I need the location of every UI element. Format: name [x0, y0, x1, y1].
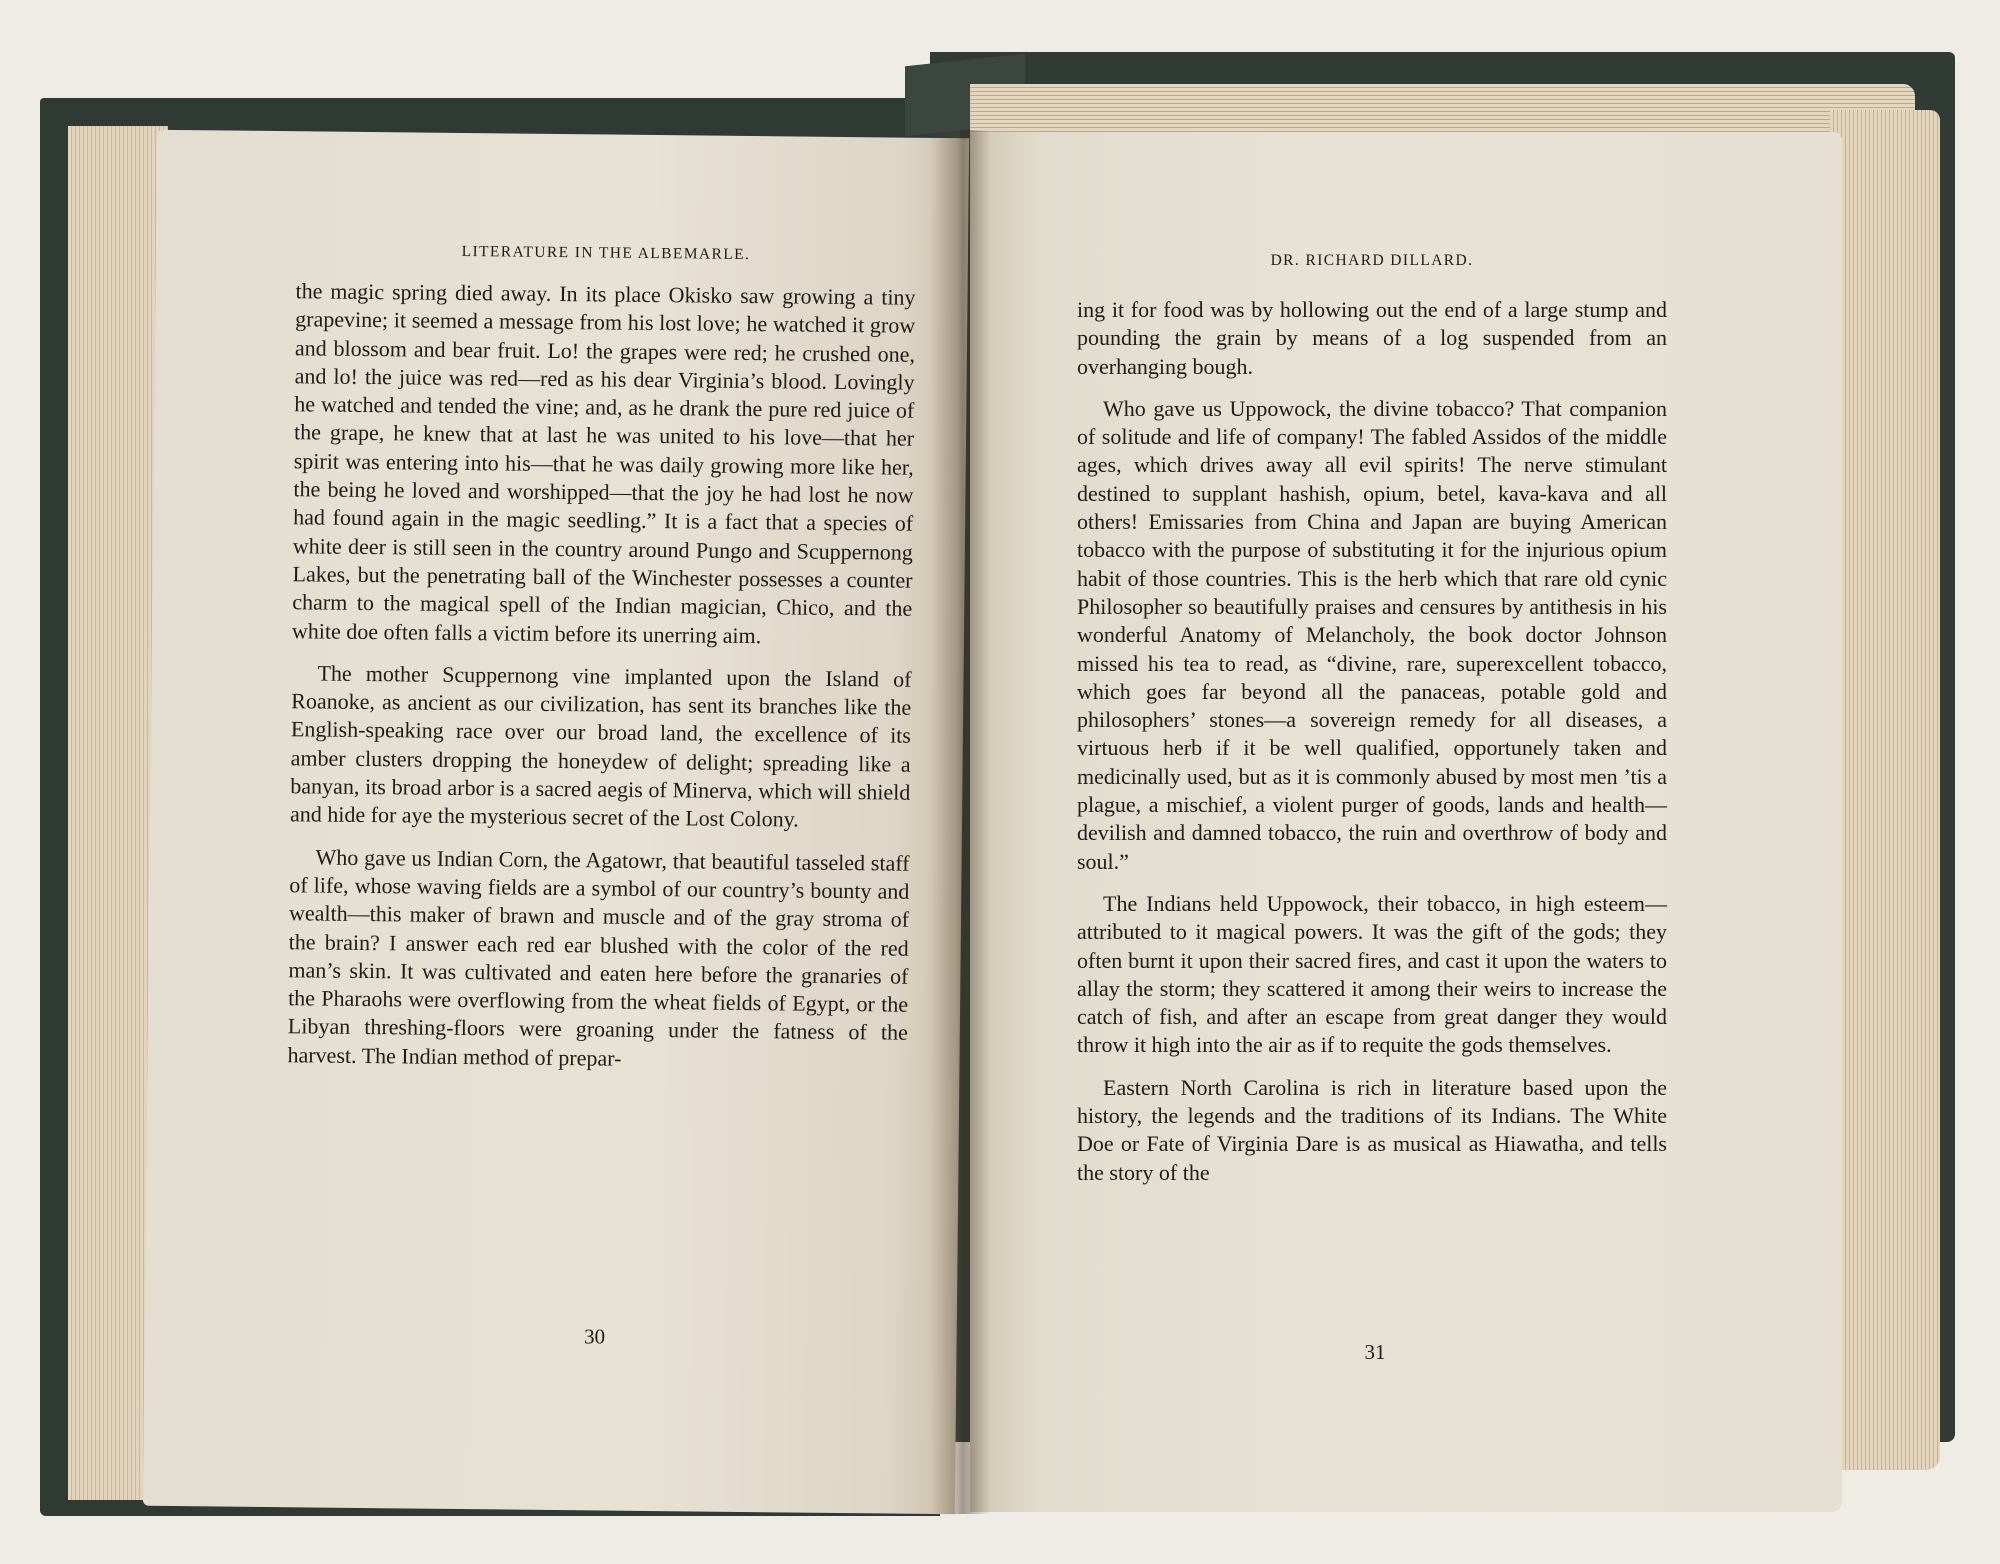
page-edges-top-right — [970, 84, 1915, 134]
right-paragraph-1: ing it for food was by hollowing out the end of a large stump and pounding the grain by means of a log suspended from an overhanging bough. — [1077, 297, 1667, 379]
page-edges-right — [1830, 110, 1940, 1470]
right-paragraph-3: The Indians held Uppowock, their tobacco, in high esteem—attributed to it magical powers. It was the gift of the gods; they often burnt it upon their sacred fires, and cast it upon the waters to allay the storm; they scattered it among their weirs to increase the catch of fish, and after an escape from great danger they would throw it high into the air as if to requite the gods themselves. — [1077, 890, 1667, 1058]
left-running-head: LITERATURE IN THE ALBEMARLE. — [461, 242, 751, 264]
right-page-number: 31 — [1364, 1340, 1386, 1364]
gutter-shadow — [930, 130, 990, 1514]
right-running-head: DR. RICHARD DILLARD. — [1270, 252, 1474, 269]
right-paragraph-4: Eastern North Carolina is rich in literature based upon the history, the legends and the traditions of its Indians. The White Doe or Fate of Virginia Dare is as musical as Hiawatha, and tells the story of the — [1077, 1074, 1667, 1185]
left-paragraph-3: Who gave us Indian Corn, the Agatowr, that beautiful tasseled staff of life, whose waving fields are a symbol of our country’s bounty and wealth—this maker of brawn and muscle and of the gray stroma of the brain? I answer each red ear blushed with the color of the red man’s skin. It was cultivated and eaten here before the granaries of the Pharaohs were overflowing from the wheat fields of Egypt, or the Libyan threshing-floors were groaning under the fatness of the harvest. The Indian method of prepar- — [287, 844, 910, 1071]
left-page — [143, 130, 969, 1514]
right-paragraph-2: Who gave us Uppowock, the divine tobacco? That companion of solitude and life of company! The fabled Assidos of the middle ages, which drives away all evil spirits! The nerve stimulant destined to supplant hashish, opium, betel, kava-kava and all others! Emissaries from China and Japan are buying American tobacco with the purpose of substituting it for the injurious opium habit of those countries. This is the herb which that rare old cynic Philosopher so beautifully praises and censures by antithesis in his wonderful Anatomy of Melancholy, the book doctor Johnson missed his tea to read, as “divine, rare, superexcellent tobacco, which goes far beyond all the panaceas, potable gold and philosophers’ stones—a sovereign remedy for all diseases, a virtuous herb if it be well qualified, opportunely taken and medicinally used, but as it is commonly abused by most men ’tis a plague, a mischief, a violent purger of goods, lands and health—devilish and damned tobacco, the ruin and overthrow of body and soul.” — [1077, 395, 1667, 874]
left-page-number: 30 — [583, 1324, 606, 1349]
right-page-text-block — [1077, 252, 1667, 1201]
right-page — [970, 132, 1842, 1512]
left-page-text-block — [287, 241, 916, 1089]
left-paragraph-1: the magic spring died away. In its place Okisko saw growing a tiny grapevine; it seemed a message from his lost love; he watched it grow and blossom and bear fruit. Lo! the grapes were red; he crushed one, and lo! the juice was red—red as his dear Virginia’s blood. Lovingly he watched and tended the vine; and, as he drank the pure red juice of the grape, he knew that at last he was united to his love—that her spirit was entering into his—that he was daily growing more like her, the being he loved and worshipped—that the joy he had lost he now had found again in the magic seedling.” It is a fact that a species of white deer is still seen in the country around Pungo and Scuppernong Lakes, but the penetrating ball of the Winchester possesses a counter charm to the magical spell of the Indian magician, Chico, and the white doe often falls a victim before its unerring aim. — [291, 278, 916, 648]
left-paragraph-2: The mother Scuppernong vine implanted upon the Island of Roanoke, as ancient as our civilization, has sent its branches like the English-speaking race over our broad land, the excellence of its amber clusters dropping the honeydew of delight; spreading like a banyan, its broad arbor is a sacred aegis of Minerva, which will shield and hide for aye the mysterious secret of the Lost Colony. — [289, 660, 912, 832]
